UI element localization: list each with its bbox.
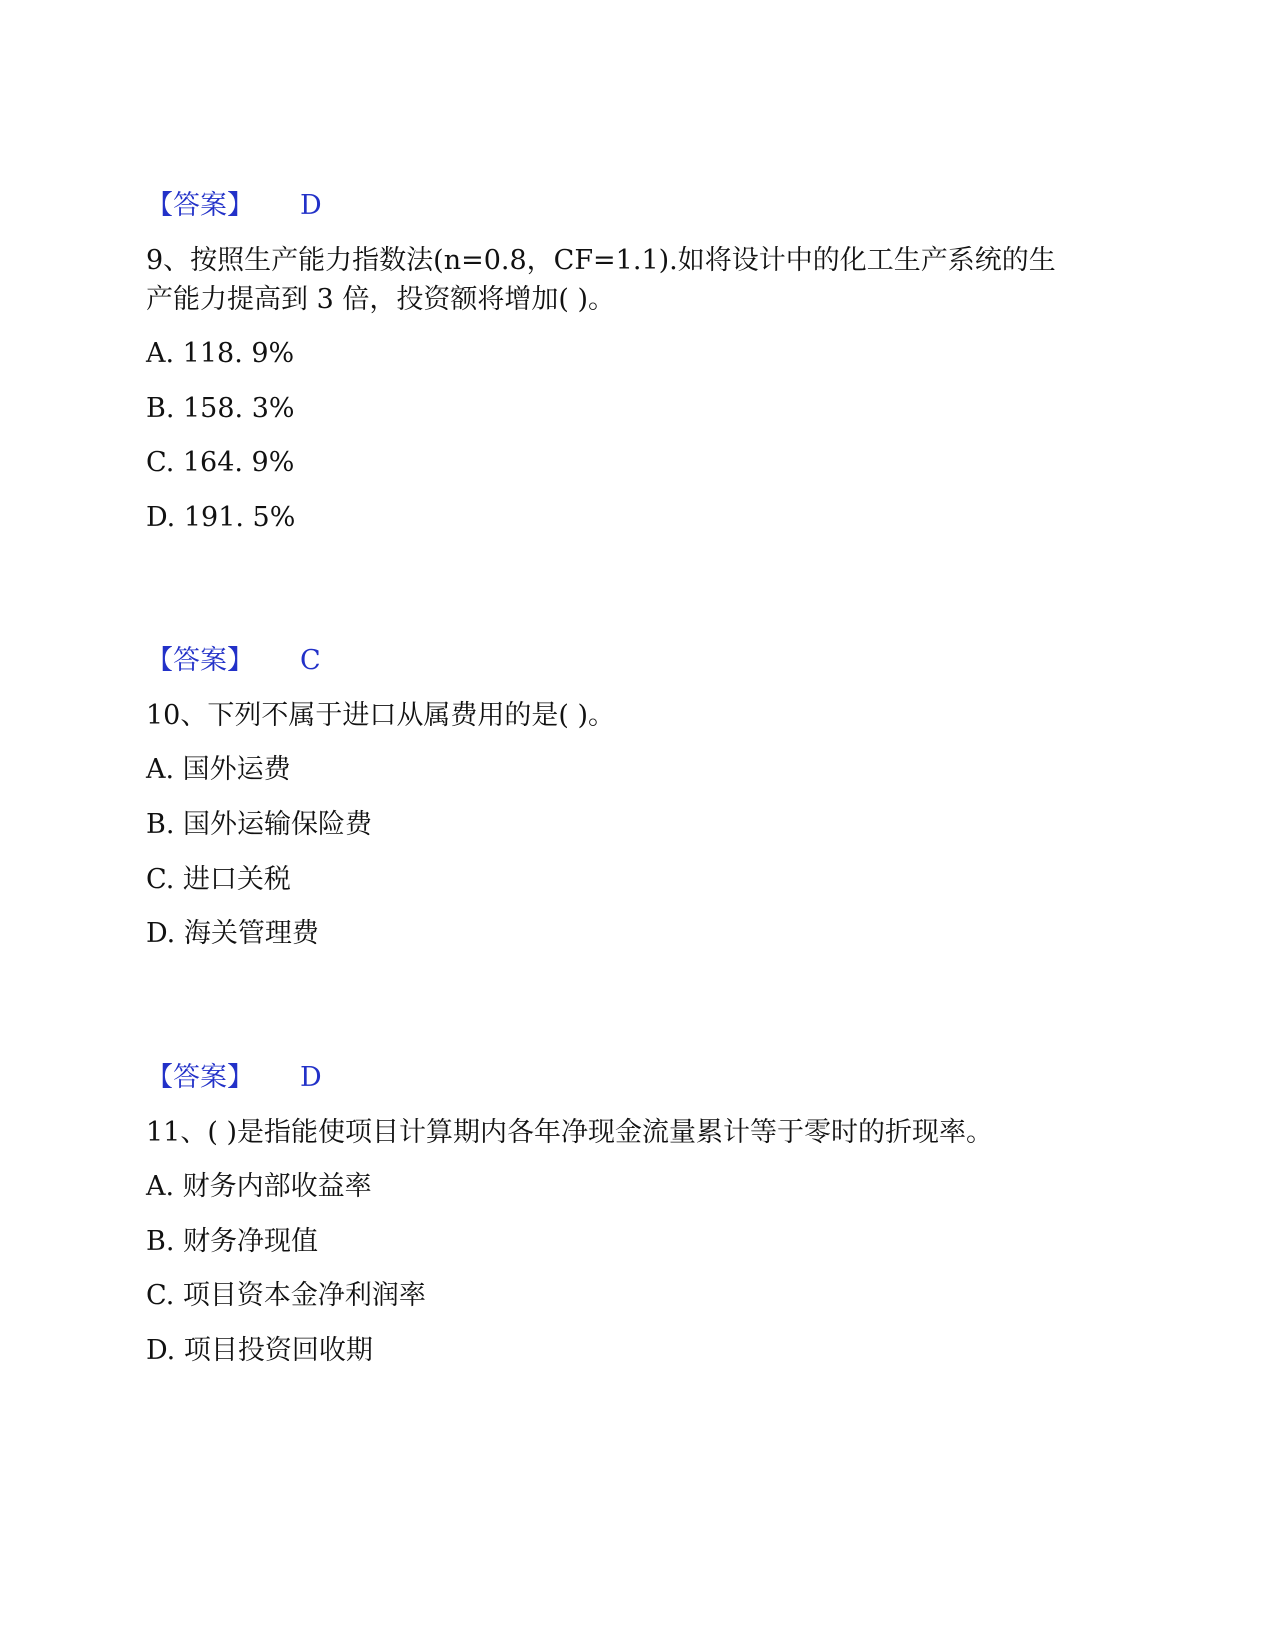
answer-line-2 [146, 641, 321, 681]
answer-value: D [300, 190, 322, 221]
question-11-option-c: C. 项目资本金净利润率 [146, 1280, 426, 1311]
question-11-option-a: A. 财务内部收益率 [146, 1171, 372, 1202]
question-9-option-c: C. 164. 9% [146, 447, 295, 478]
question-10-option-a: A. 国外运费 [146, 754, 291, 785]
question-9-option-a: A. 118. 9% [146, 338, 295, 369]
question-10-text: 10、下列不属于进口从属费用的是( )。 [146, 700, 616, 731]
answer-value: D [300, 1062, 322, 1093]
answer-label: 【答案】 [146, 1062, 254, 1093]
question-9-option-d: D. 191. 5% [146, 502, 296, 533]
question-9-text-line-2: 产能力提高到 3 倍，投资额将增加( )。 [146, 284, 615, 315]
question-9-text-line-1: 9、按照生产能力指数法(n=0.8，CF=1.1).如将设计中的化工生产系统的生 [146, 245, 1056, 276]
question-11-option-d: D. 项目投资回收期 [146, 1335, 373, 1366]
question-10-option-c: C. 进口关税 [146, 864, 291, 895]
answer-label: 【答案】 [146, 190, 254, 221]
answer-value: C [300, 645, 321, 676]
question-9-option-b: B. 158. 3% [146, 393, 295, 424]
answer-label: 【答案】 [146, 645, 254, 676]
question-11-option-b: B. 财务净现值 [146, 1226, 319, 1257]
answer-line-3 [146, 1058, 322, 1098]
question-10-option-d: D. 海关管理费 [146, 918, 319, 949]
question-10-option-b: B. 国外运输保险费 [146, 809, 373, 840]
question-11-text: 11、( )是指能使项目计算期内各年净现金流量累计等于零时的折现率。 [146, 1117, 994, 1148]
answer-line-1 [146, 186, 322, 226]
